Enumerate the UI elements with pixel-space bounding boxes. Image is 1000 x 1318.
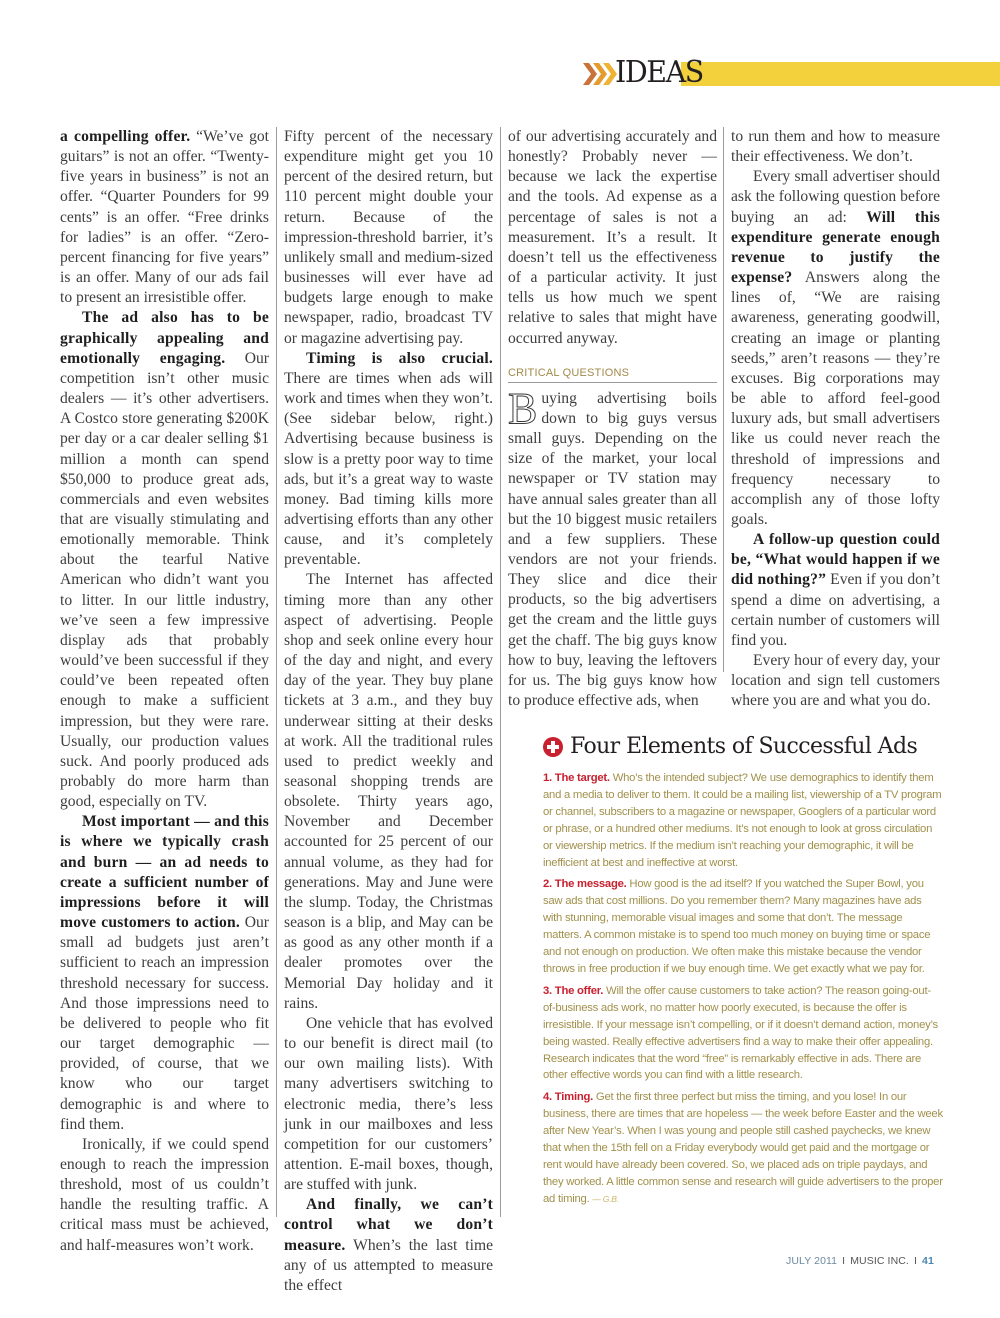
item-text: How good is the ad itself? If you watched the Super Bowl, you saw ads that cost millions. Do you remember them? Many magazines have ads with stunning, memorable visual images and some that don’t. The message matters. A common mistake is to spend too much money on buying time or space and not enough on production. We often make this mistake because the vendor throws in free production if we buy enough time. We get exactly what we pay for. [543,878,931,975]
item-text: Who’s the intended subject? We use demographics to identify them and a media to deliver to them. It could be a mailing list, viewership of a TV program or channel, subscribers to a magazine or newspaper, Googlers of a particular word or phrase, or a hundred other mediums. It’s not enough to look at gross circulation or viewership metrics. If the medium isn’t reaching your demographic, it will be inefficient at best and ineffective at worst. [543,772,942,869]
sidebar-title [543,733,943,761]
page-number: 41 [922,1255,934,1267]
paragraph [731,167,940,530]
lead-in-bold: The ad also has to be graphically appealing and emotionally engaging. [60,309,269,367]
paragraph [284,570,493,1013]
sidebar-list [543,770,943,1208]
paragraph [731,127,940,167]
paragraph-text: Every small advertiser should ask the following question before buying an ad: [731,168,940,226]
section-title: IDEAS [615,55,703,90]
sidebar-item-timing [543,1089,943,1207]
paragraph [508,383,717,712]
paragraph [731,651,940,711]
paragraph-text: One vehicle that has evolved to our benefit is direct mail (to our own mailing lists). With many advertisers switching to electronic media, there’s less junk in our mailboxes and less competition for our customers’ attention. E-mail boxes, though, are stuffed with junk. [284,1014,493,1194]
paragraph-text: “We’ve got guitars” is not an offer. “Twenty-five years in business” is not an offer. “Quarter Pounders for 99 cents” is an offer. “Free drinks for ladies” is an offer. “Zero-percent financing for five years” is an offer. Many of our ads fail to present an irresistible offer. [60,128,270,307]
article-column-1 [60,127,269,1256]
issue-date: JULY 2011 [786,1255,838,1267]
item-lead: 3. The offer. [543,984,604,997]
paragraph-text: Even if you don’t spend a dime on advertising, a certain number of customers will find you. [731,571,941,649]
sidebar-title-text: Four Elements of Successful Ads [570,734,918,759]
paragraph-text: Our competition isn’t other music dealers — it’s other advertisers. A Costco store generating $200K per day or a car dealer selling $1 million a month can spend $50,000 to produce great ads, commercials and even websites that are visually stimulating and emotionally memorable. Think about the tearful Native American who didn’t want you to litter. In our little industry, we’ve seen a few impressive display ads that probably would’ve been successful if they could’ve been repeated often enough to make a sufficient impression, but they were rare. Usually, our production values suck. And poorly produced ads probably do more harm than good, especially on TV. [60,349,269,811]
header-yellow-bar [681,62,1000,86]
paragraph-text: to run them and how to measure their effectiveness. We don’t. [731,128,940,166]
item-text: Will the offer cause customers to take action? The reason going-out-of-business ads work, no matter how poorly executed, is because the offer is irresistible. If your message isn’t compelling, or if it doesn’t demand action, money’s being wasted. Really effective advertisers find a way to make their offer appealing. Research indicates that the word “free” is remarkably effective in ads. There are other effective words you can find with a little research. [543,984,938,1082]
item-lead: 2. The message. [543,878,627,891]
page-footer [786,1255,934,1267]
chevrons-icon [583,61,613,87]
article-column-3 [508,127,717,711]
item-text: Get the first three perfect but miss the timing, and you lose! In our business, there are times that are hopeless — the week before Easter and the week after New Year’s. When I was young and people still cashed paychecks, we knew that when the 15th fell on a Friday everybody would get paid and the mortgage or rent would have already been covered. So, we placed ads on triple paydays, and they worked. A little common sense and research will guide advertisers to the proper ad timing. [543,1091,943,1205]
article-column-4 [731,127,940,712]
lead-in-bold: Most important — and this is where we typically crash and burn — an ad needs to create a sufficient number of impressions before it will move customers to action. [60,813,269,932]
paragraph-text: The Internet has affected timing more than any other aspect of advertising. People shop and seek online every hour of the day and night, and every day of the year. They buy plane tickets at 3 a.m., and they buy underwear sitting at their desks at work. All the traditional rules used to predict weekly and seasonal shopping trends are obsolete. Thirty years ago, November and December accounted for 25 percent of our annual volume, as they had for generations. May and June were the slump. Today, the Christmas season is a blip, and May can be as good as any other month if a dealer promotes over the Memorial Day holiday and it rains. [284,571,493,1012]
paragraph [60,1135,269,1256]
paragraph-text: Ironically, if we could spend enough to reach the impression threshold, most of us couldn’t handle the resulting traffic. A critical mass must be achieved, and half-measures won’t work. [60,1135,269,1254]
paragraph-text: uying advertising boils down to big guys versus small guys. Depending on the size of the market, your local newspaper or TV station may have annual sales greater than all but the 10 biggest music retailers and a few suppliers. These vendors are not your friends. They slice and dice their products, so the big advertisers get the cream and the little guys get the chaff. The big guys know how to buy, leaving the leftovers for us. The big guys know how to produce effective ads, when [508,389,717,710]
sidebar-four-elements [543,733,943,1213]
paragraph [284,1014,493,1195]
magazine-name: MUSIC INC. [850,1255,909,1267]
paragraph-text: Fifty percent of the necessary expenditure might get you 10 percent of the desired return, but 110 percent might double your return. Because of the impression-threshold barrier, it’s unlikely small and medium-sized businesses will ever have ad budgets large enough to make newspaper, radio, broadcast TV or magazine advertising pay. [284,128,493,347]
paragraph-text: Every hour of every day, your location and sign tell customers where you are and what you do. [731,652,940,710]
sidebar-item-offer [543,983,943,1084]
item-lead: 1. The target. [543,772,610,784]
paragraph [731,530,940,651]
sidebar-item-message [543,876,943,977]
lead-in-bold: Timing is also crucial. [306,349,493,367]
footer-separator: I [842,1255,846,1267]
section-header [583,55,1000,90]
paragraph-text: There are times when ads will work and times when they won’t. (See sidebar below, right.) Advertising because business is slow is a pretty poor way to time ads, but it’s a great way to waste money. Bad timing kills more advertising efforts than any other cause, and it’s completely preventable. [284,369,493,569]
lead-in-bold: And finally, we can’t control what we don’t measure. [284,1196,493,1254]
column-divider [500,127,501,1217]
article-column-2 [284,127,493,1296]
paragraph [60,308,269,812]
drop-cap: B [508,383,538,433]
lead-in-bold: A follow-up question could be, “What would happen if we did nothing?” [731,531,940,589]
item-lead: 4. Timing. [543,1091,594,1104]
lead-in-bold: a compelling offer. [60,128,191,145]
author-signature: — G.B. [592,1193,619,1204]
column-divider [276,127,277,1217]
subhead-critical-questions: CRITICAL QUESTIONS [508,366,717,383]
paragraph [60,127,269,308]
paragraph-text: Answers along the lines of, “We are raising awareness, generating goodwill, creating an image or planting seeds,” aren’t reasons — they’re excuses. Big corporations may be able to afford feel-good luxury ads, but small advertisers like us could never reach the threshold of impressions and frequency necessary to accomplish any of those lofty goals. [731,269,940,528]
question-bold: Will this expenditure generate enough revenue to justify the expense? [731,208,940,287]
paragraph-text: When’s the last time any of us attempted to measure the effect [284,1236,493,1294]
footer-separator: I [913,1255,918,1267]
paragraph-text: Our small ad budgets just aren’t sufficient to reach an impression threshold necessary for success. And those impressions need to be delivered to people who fit our target demographic — provided, of course, that we know who our target demographic is and where to find them. [60,914,269,1133]
plus-circle-icon [543,737,563,757]
sidebar-item-target [543,770,943,871]
column-divider [723,127,724,672]
paragraph [284,1195,493,1296]
paragraph [284,349,493,571]
paragraph [284,127,493,349]
paragraph [60,812,269,1135]
paragraph: of our advertising accurately and honestly? Probably never — because we lack the expertise and the tools. Ad expense as a percentage of sales is not a measurement. It’s a result. It doesn’t tell us the effectiveness of a particular activity. It just tells us how much we spent relative to sales that might have occurred anyway. [508,128,717,347]
